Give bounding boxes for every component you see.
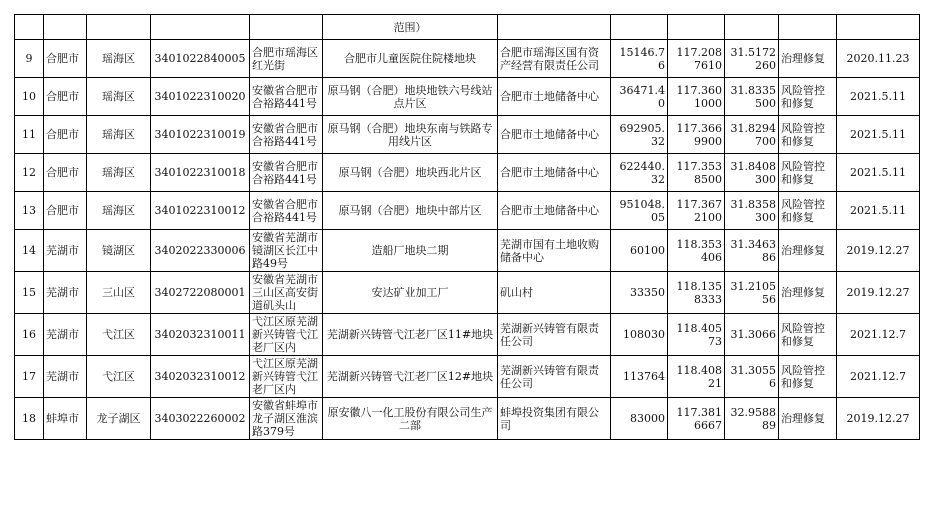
cell-city: 蚌埠市 — [44, 398, 87, 440]
table-row — [15, 116, 920, 154]
cell-address: 合肥市瑶海区红光街 — [250, 40, 323, 78]
table-row — [15, 154, 920, 192]
cell-measure — [779, 15, 837, 40]
cell-lat: 31.8335500 — [725, 78, 779, 116]
cell-address: 安徽省蚌埠市龙子湖区淮滨路379号 — [250, 398, 323, 440]
cell-code: 3401022310019 — [151, 116, 250, 154]
cell-address: 安徽省合肥市合裕路441号 — [250, 78, 323, 116]
table-row — [15, 15, 920, 40]
cell-lon: 117.2087610 — [668, 40, 725, 78]
cell-no: 14 — [15, 230, 44, 272]
cell-lat: 31.3066 — [725, 314, 779, 356]
cell-name: 芜湖新兴铸管弋江老厂区11#地块 — [323, 314, 498, 356]
cell-code: 3401022310020 — [151, 78, 250, 116]
cell-city: 合肥市 — [44, 192, 87, 230]
cell-lon: 117.3816667 — [668, 398, 725, 440]
cell-district: 瑶海区 — [87, 40, 151, 78]
cell-name: 原安徽八一化工股份有限公司生产二部 — [323, 398, 498, 440]
cell-date: 2019.12.27 — [837, 230, 920, 272]
table-row — [15, 314, 920, 356]
cell-measure: 治理修复 — [779, 398, 837, 440]
cell-code — [151, 15, 250, 40]
cell-lat: 31.8294700 — [725, 116, 779, 154]
cell-date — [837, 15, 920, 40]
cell-lat: 31.210556 — [725, 272, 779, 314]
cell-area: 60100 — [611, 230, 668, 272]
cell-lon: 117.3601000 — [668, 78, 725, 116]
cell-measure: 治理修复 — [779, 40, 837, 78]
cell-name: 原马钢（合肥）地块地铁六号线站点片区 — [323, 78, 498, 116]
cell-name: 原马钢（合肥）地块西北片区 — [323, 154, 498, 192]
cell-owner: 芜湖市国有土地收购储备中心 — [498, 230, 611, 272]
cell-district: 三山区 — [87, 272, 151, 314]
cell-city: 芜湖市 — [44, 356, 87, 398]
cell-address: 安徽省合肥市合裕路441号 — [250, 154, 323, 192]
cell-area — [611, 15, 668, 40]
cell-district — [87, 15, 151, 40]
cell-city: 合肥市 — [44, 154, 87, 192]
cell-city: 合肥市 — [44, 78, 87, 116]
cell-owner: 合肥市土地储备中心 — [498, 116, 611, 154]
cell-lon — [668, 15, 725, 40]
cell-measure: 风险管控和修复 — [779, 192, 837, 230]
cell-no: 18 — [15, 398, 44, 440]
cell-name: 造船厂地块二期 — [323, 230, 498, 272]
cell-no — [15, 15, 44, 40]
cell-address: 安徽省芜湖市三山区高安街道矶头山 — [250, 272, 323, 314]
cell-no: 12 — [15, 154, 44, 192]
cell-no: 10 — [15, 78, 44, 116]
cell-lat: 31.346386 — [725, 230, 779, 272]
cell-district: 瑶海区 — [87, 116, 151, 154]
cell-owner: 合肥市土地储备中心 — [498, 192, 611, 230]
cell-date: 2021.5.11 — [837, 154, 920, 192]
cell-lat: 31.5172260 — [725, 40, 779, 78]
cell-code: 3402722080001 — [151, 272, 250, 314]
cell-lon: 118.1358333 — [668, 272, 725, 314]
table-row — [15, 356, 920, 398]
table-row — [15, 78, 920, 116]
cell-owner: 芜湖新兴铸管有限责任公司 — [498, 356, 611, 398]
cell-area: 108030 — [611, 314, 668, 356]
cell-no: 13 — [15, 192, 44, 230]
cell-date: 2020.11.23 — [837, 40, 920, 78]
cell-no: 11 — [15, 116, 44, 154]
cell-city: 芜湖市 — [44, 314, 87, 356]
cell-no: 9 — [15, 40, 44, 78]
cell-address: 安徽省合肥市合裕路441号 — [250, 192, 323, 230]
cell-city: 合肥市 — [44, 116, 87, 154]
cell-date: 2021.5.11 — [837, 116, 920, 154]
cell-code: 3402022330006 — [151, 230, 250, 272]
cell-date: 2019.12.27 — [837, 398, 920, 440]
cell-name: 芜湖新兴铸管弋江老厂区12#地块 — [323, 356, 498, 398]
cell-owner: 蚌埠投资集团有限公司 — [498, 398, 611, 440]
cell-measure: 风险管控和修复 — [779, 78, 837, 116]
cell-name: 原马钢（合肥）地块东南与铁路专用线片区 — [323, 116, 498, 154]
cell-area: 951048.05 — [611, 192, 668, 230]
cell-lat — [725, 15, 779, 40]
cell-measure: 治理修复 — [779, 230, 837, 272]
cell-district: 龙子湖区 — [87, 398, 151, 440]
cell-owner: 矶山村 — [498, 272, 611, 314]
cell-code: 3401022310012 — [151, 192, 250, 230]
cell-address — [250, 15, 323, 40]
cell-lon: 118.40821 — [668, 356, 725, 398]
cell-code: 3402032310011 — [151, 314, 250, 356]
cell-lon: 117.3538500 — [668, 154, 725, 192]
cell-city: 合肥市 — [44, 40, 87, 78]
cell-address: 安徽省芜湖市镜湖区长江中路49号 — [250, 230, 323, 272]
cell-district: 弋江区 — [87, 314, 151, 356]
cell-area: 113764 — [611, 356, 668, 398]
cell-date: 2019.12.27 — [837, 272, 920, 314]
cell-code: 3402032310012 — [151, 356, 250, 398]
cell-measure: 治理修复 — [779, 272, 837, 314]
cell-district: 瑶海区 — [87, 78, 151, 116]
cell-area: 36471.40 — [611, 78, 668, 116]
cell-city — [44, 15, 87, 40]
table-row — [15, 40, 920, 78]
cell-code: 3401022840005 — [151, 40, 250, 78]
cell-address: 安徽省合肥市合裕路441号 — [250, 116, 323, 154]
cell-owner: 合肥市土地储备中心 — [498, 154, 611, 192]
cell-city: 芜湖市 — [44, 272, 87, 314]
cell-name: 范围） — [323, 15, 498, 40]
table-row — [15, 230, 920, 272]
cell-date: 2021.5.11 — [837, 192, 920, 230]
cell-date: 2021.5.11 — [837, 78, 920, 116]
cell-district: 镜湖区 — [87, 230, 151, 272]
cell-lat: 31.8358300 — [725, 192, 779, 230]
cell-lon: 117.3672100 — [668, 192, 725, 230]
cell-city: 芜湖市 — [44, 230, 87, 272]
cell-district: 弋江区 — [87, 356, 151, 398]
cell-no: 15 — [15, 272, 44, 314]
cell-owner — [498, 15, 611, 40]
cell-address: 弋江区原芜湖新兴铸管弋江老厂区内 — [250, 356, 323, 398]
cell-lat: 32.958889 — [725, 398, 779, 440]
cell-name: 原马钢（合肥）地块中部片区 — [323, 192, 498, 230]
cell-measure: 风险管控和修复 — [779, 154, 837, 192]
cell-owner: 合肥市瑶海区国有资产经营有限责任公司 — [498, 40, 611, 78]
cell-date: 2021.12.7 — [837, 356, 920, 398]
cell-lon: 118.353406 — [668, 230, 725, 272]
cell-owner: 芜湖新兴铸管有限责任公司 — [498, 314, 611, 356]
table-row — [15, 192, 920, 230]
cell-name: 安达矿业加工厂 — [323, 272, 498, 314]
cell-district: 瑶海区 — [87, 192, 151, 230]
cell-area: 15146.76 — [611, 40, 668, 78]
cell-district: 瑶海区 — [87, 154, 151, 192]
cell-area: 692905.32 — [611, 116, 668, 154]
cell-measure: 风险管控和修复 — [779, 314, 837, 356]
cell-lat: 31.30556 — [725, 356, 779, 398]
cell-date: 2021.12.7 — [837, 314, 920, 356]
table-row — [15, 272, 920, 314]
cell-code: 3401022310018 — [151, 154, 250, 192]
cell-code: 3403022260002 — [151, 398, 250, 440]
contaminated-sites-table — [14, 14, 920, 440]
cell-no: 16 — [15, 314, 44, 356]
cell-lon: 117.3669900 — [668, 116, 725, 154]
cell-address: 弋江区原芜湖新兴铸管弋江老厂区内 — [250, 314, 323, 356]
cell-area: 33350 — [611, 272, 668, 314]
cell-area: 622440.32 — [611, 154, 668, 192]
cell-no: 17 — [15, 356, 44, 398]
cell-name: 合肥市儿童医院住院楼地块 — [323, 40, 498, 78]
cell-lon: 118.40573 — [668, 314, 725, 356]
cell-area: 83000 — [611, 398, 668, 440]
cell-lat: 31.8408300 — [725, 154, 779, 192]
cell-measure: 风险管控和修复 — [779, 356, 837, 398]
table-row — [15, 398, 920, 440]
cell-owner: 合肥市土地储备中心 — [498, 78, 611, 116]
cell-measure: 风险管控和修复 — [779, 116, 837, 154]
